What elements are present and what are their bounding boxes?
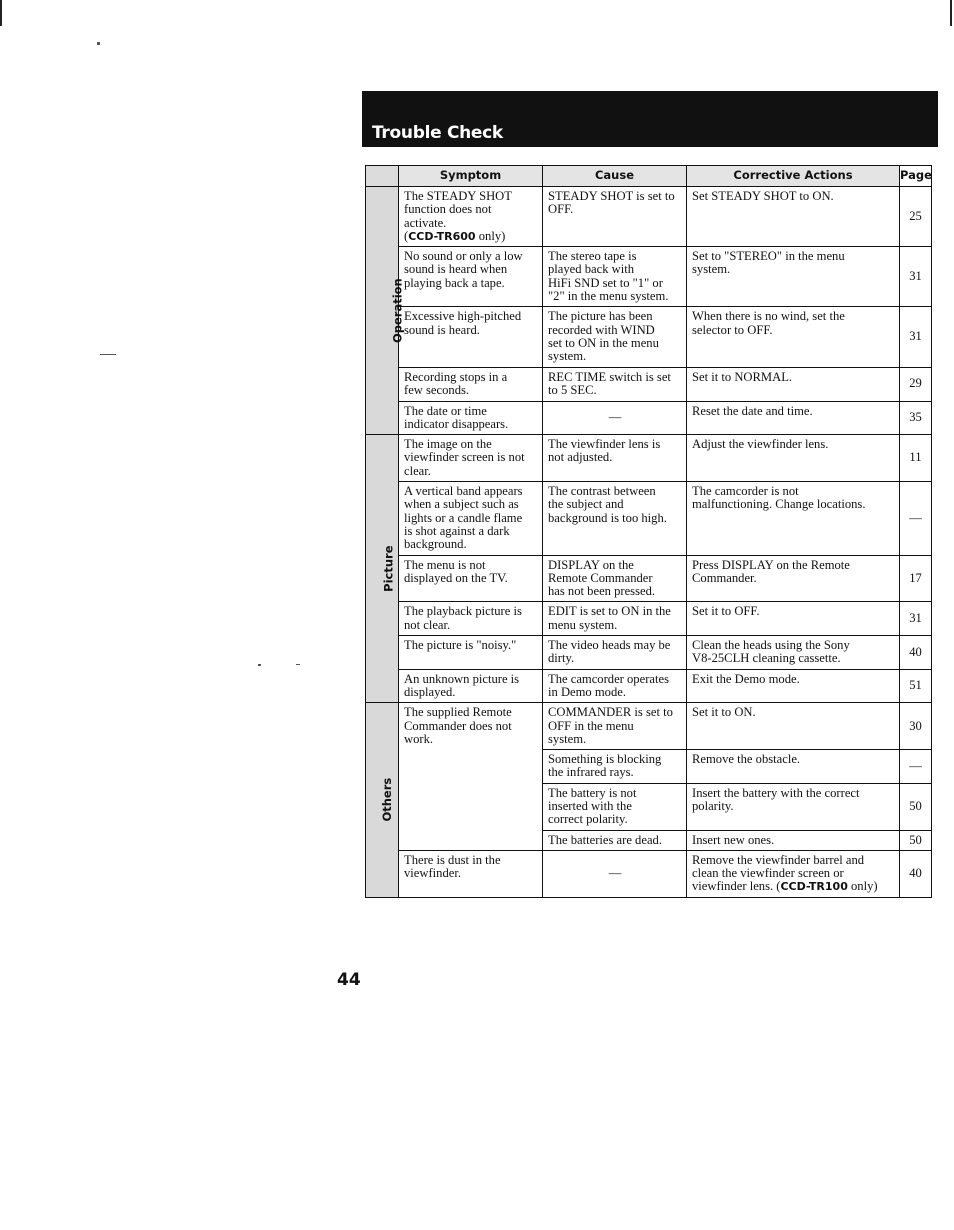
symptom-cell: [399, 435, 543, 482]
cause-cell: [543, 482, 687, 555]
page-cell: 31: [900, 602, 932, 636]
text-line: V8-25CLH cleaning cassette.: [692, 651, 841, 666]
action-cell: [687, 703, 900, 750]
text-line: clear.: [404, 463, 431, 478]
symptom-cell: [399, 307, 543, 367]
text-line: Commander.: [692, 570, 757, 585]
text-line: The date or time: [404, 403, 487, 418]
scan-speck: [100, 354, 116, 355]
text-line: clean the viewfinder screen or: [692, 866, 844, 881]
action-cell: [687, 401, 900, 435]
text-line: OFF.: [548, 202, 574, 217]
text-line: Insert new ones.: [692, 832, 775, 847]
group-label-cell: [366, 703, 399, 898]
table-row: [366, 602, 932, 636]
text-line: The batteries are dead.: [548, 832, 662, 847]
text-line: Remove the viewfinder barrel and: [692, 852, 865, 867]
text-line: Set it to OFF.: [692, 604, 760, 619]
text-line: dirty.: [548, 651, 575, 666]
text-line: The STEADY SHOT: [404, 189, 512, 203]
action-cell: [687, 602, 900, 636]
table-row: [366, 435, 932, 482]
action-cell: [687, 669, 900, 703]
text-line: system.: [548, 731, 587, 746]
group-label-cell: [366, 435, 399, 703]
text-line: The viewfinder lens is: [548, 437, 661, 452]
text-line: in Demo mode.: [548, 684, 626, 699]
text-line: A vertical band appears: [404, 484, 523, 499]
text-line: viewfinder.: [404, 866, 462, 881]
text-line: Insert the battery with the correct: [692, 785, 860, 800]
cause-cell: [543, 783, 687, 830]
action-cell: [687, 435, 900, 482]
text-line: The menu is not: [404, 557, 486, 572]
text-line: displayed.: [404, 684, 456, 699]
page-cell: 31: [900, 307, 932, 367]
text-line: to 5 SEC.: [548, 382, 597, 397]
page-number: 44: [337, 970, 361, 990]
text-line: The picture has been: [548, 309, 653, 324]
table-row: [366, 636, 932, 670]
text-line: Excessive high-pitched: [404, 309, 522, 324]
text-line: playing back a tape.: [404, 275, 505, 290]
text-line: menu system.: [548, 617, 618, 632]
text-line: Something is blocking: [548, 752, 662, 767]
table-row: [366, 555, 932, 602]
cause-cell: [543, 247, 687, 307]
table-row: [366, 482, 932, 555]
symptom-cell: [399, 850, 543, 897]
text-line: viewfinder screen is not: [404, 450, 525, 465]
text-line: There is dust in the: [404, 852, 501, 867]
text-line: OFF in the menu: [548, 718, 634, 733]
text-line: Press DISPLAY on the Remote: [692, 557, 850, 572]
text-line: system.: [692, 262, 731, 277]
trouble-check-table: [365, 165, 931, 898]
symptom-cell: [399, 187, 543, 247]
table-row: [366, 703, 932, 750]
text-line: Clean the heads using the Sony: [692, 638, 850, 653]
symptom-cell: [399, 669, 543, 703]
action-cell: [687, 307, 900, 367]
scan-speck: [258, 664, 261, 666]
text-line: REC TIME switch is set: [548, 369, 671, 384]
text-line: The video heads may be: [548, 638, 671, 653]
text-line: not adjusted.: [548, 450, 613, 465]
text-line: function does not: [404, 202, 492, 217]
symptom-cell: [399, 602, 543, 636]
table-row: [366, 307, 932, 367]
text-line: has not been pressed.: [548, 584, 656, 599]
text-line: Set it to ON.: [692, 705, 756, 720]
cause-cell: [543, 669, 687, 703]
text-line: The image on the: [404, 437, 492, 452]
action-cell: [687, 482, 900, 555]
cause-cell: [543, 750, 687, 784]
action-cell: [687, 750, 900, 784]
table-row: [366, 367, 932, 401]
text-line: The stereo tape is: [548, 249, 637, 264]
cause-cell: [543, 850, 687, 897]
table-row: [366, 401, 932, 435]
text-line: Adjust the viewfinder lens.: [692, 437, 829, 452]
text-line: displayed on the TV.: [404, 570, 508, 585]
text-line: inserted with the: [548, 798, 632, 813]
text-line: sound is heard when: [404, 262, 508, 277]
text-line: malfunctioning. Change locations.: [692, 497, 866, 512]
header-page: Page: [900, 166, 932, 187]
action-cell: [687, 187, 900, 247]
text-line: The camcorder operates: [548, 671, 669, 686]
text-line: background is too high.: [548, 510, 667, 525]
cause-cell: [543, 187, 687, 247]
text-line: lights or a candle flame: [404, 510, 523, 525]
cause-cell: [543, 307, 687, 367]
text-line: few seconds.: [404, 382, 470, 397]
section-banner: [362, 91, 938, 147]
text-line: No sound or only a low: [404, 249, 523, 264]
header-cause: Cause: [543, 166, 687, 187]
text-line: Remote Commander: [548, 570, 653, 585]
page-cell: —: [900, 482, 932, 555]
text-line: Commander does not: [404, 718, 512, 733]
symptom-cell: [399, 247, 543, 307]
text-line: Set it to NORMAL.: [692, 369, 793, 384]
group-label: Picture: [381, 545, 396, 592]
text-line: the subject and: [548, 497, 624, 512]
table-header-row: [366, 166, 932, 187]
cause-cell: [543, 636, 687, 670]
group-label: Operation: [390, 278, 405, 343]
text-line: COMMANDER is set to: [548, 705, 673, 720]
section-title: Trouble Check: [372, 123, 503, 143]
scan-speck: [97, 42, 100, 45]
text-line: "2" in the menu system.: [548, 289, 669, 304]
text-line: when a subject such as: [404, 497, 519, 512]
text-line: background.: [404, 537, 467, 552]
model-name: CCD-TR100: [780, 880, 848, 894]
page-cell: 11: [900, 435, 932, 482]
action-cell: [687, 636, 900, 670]
cause-cell: [543, 602, 687, 636]
text-line: EDIT is set to ON in the: [548, 604, 671, 619]
text-line: The picture is "noisy.": [404, 638, 517, 653]
model-name: CCD-TR600: [408, 229, 476, 243]
text-line: Reset the date and time.: [692, 403, 813, 418]
symptom-cell: [399, 482, 543, 555]
text-line: is shot against a dark: [404, 523, 510, 538]
table-row: [366, 850, 932, 897]
action-cell: [687, 850, 900, 897]
text-line: Set STEADY SHOT to ON.: [692, 189, 834, 203]
text-line: DISPLAY on the: [548, 557, 634, 572]
page-cell: 40: [900, 636, 932, 670]
text-line: Remove the obstacle.: [692, 752, 801, 767]
text-line: —: [608, 410, 622, 425]
cause-cell: [543, 555, 687, 602]
text-line: viewfinder lens. (: [692, 879, 781, 894]
symptom-cell: [399, 401, 543, 435]
header-symptom: Symptom: [399, 166, 543, 187]
model-suffix: only): [475, 228, 506, 243]
action-cell: [687, 830, 900, 850]
page-cell: 25: [900, 187, 932, 247]
cause-cell: [543, 830, 687, 850]
symptom-cell: [399, 555, 543, 602]
cause-cell: [543, 703, 687, 750]
text-line: The playback picture is: [404, 604, 522, 619]
cause-cell: [543, 401, 687, 435]
group-label-cell: [366, 187, 405, 435]
header-corrective-actions: Corrective Actions: [687, 166, 900, 187]
text-line: sound is heard.: [404, 322, 480, 337]
action-cell: [687, 247, 900, 307]
action-cell: [687, 783, 900, 830]
page-cell: 29: [900, 367, 932, 401]
page-cell: 40: [900, 850, 932, 897]
text-line: recorded with WIND: [548, 322, 655, 337]
page-cell: 50: [900, 830, 932, 850]
scan-speck: [296, 664, 300, 665]
model-prefix: (: [404, 228, 409, 243]
header-side-cell: [366, 166, 399, 187]
right-edge-mark: [950, 0, 952, 26]
text-line: Exit the Demo mode.: [692, 671, 800, 686]
text-line: played back with: [548, 262, 635, 277]
page-cell: —: [900, 750, 932, 784]
text-line: The battery is not: [548, 785, 637, 800]
text-line: work.: [404, 731, 434, 746]
text-line: —: [608, 866, 622, 881]
text-line: activate.: [404, 215, 447, 230]
table-row: [366, 187, 932, 247]
symptom-cell: [399, 367, 543, 401]
text-line: indicator disappears.: [404, 416, 509, 431]
table-row: [366, 247, 932, 307]
page-cell: 30: [900, 703, 932, 750]
text-line: The supplied Remote: [404, 705, 512, 720]
left-edge-mark: [0, 0, 2, 26]
page-cell: 50: [900, 783, 932, 830]
text-line: set to ON in the menu: [548, 335, 659, 350]
symptom-cell: [399, 703, 543, 851]
group-label: Others: [380, 778, 395, 822]
symptom-cell: [399, 636, 543, 670]
text-line: When there is no wind, set the: [692, 309, 845, 324]
text-line: The camcorder is not: [692, 484, 799, 499]
text-line: HiFi SND set to "1" or: [548, 275, 663, 290]
action-cell: [687, 367, 900, 401]
cause-cell: [543, 367, 687, 401]
text-line: selector to OFF.: [692, 322, 773, 337]
text-line: The contrast between: [548, 484, 656, 499]
text-line: An unknown picture is: [404, 671, 520, 686]
text-line: Recording stops in a: [404, 369, 508, 384]
page-cell: 17: [900, 555, 932, 602]
page-cell: 51: [900, 669, 932, 703]
cause-cell: [543, 435, 687, 482]
text-line: polarity.: [692, 798, 734, 813]
text-line: not clear.: [404, 617, 451, 632]
text-line: the infrared rays.: [548, 765, 634, 780]
page-cell: 31: [900, 247, 932, 307]
page-cell: 35: [900, 401, 932, 435]
text-line: STEADY SHOT is set to: [548, 189, 675, 203]
text-line: correct polarity.: [548, 812, 628, 827]
action-cell: [687, 555, 900, 602]
table-row: [366, 669, 932, 703]
text-line: Set to "STEREO" in the menu: [692, 249, 845, 264]
text-line: system.: [548, 349, 587, 364]
model-suffix: only): [847, 879, 878, 894]
